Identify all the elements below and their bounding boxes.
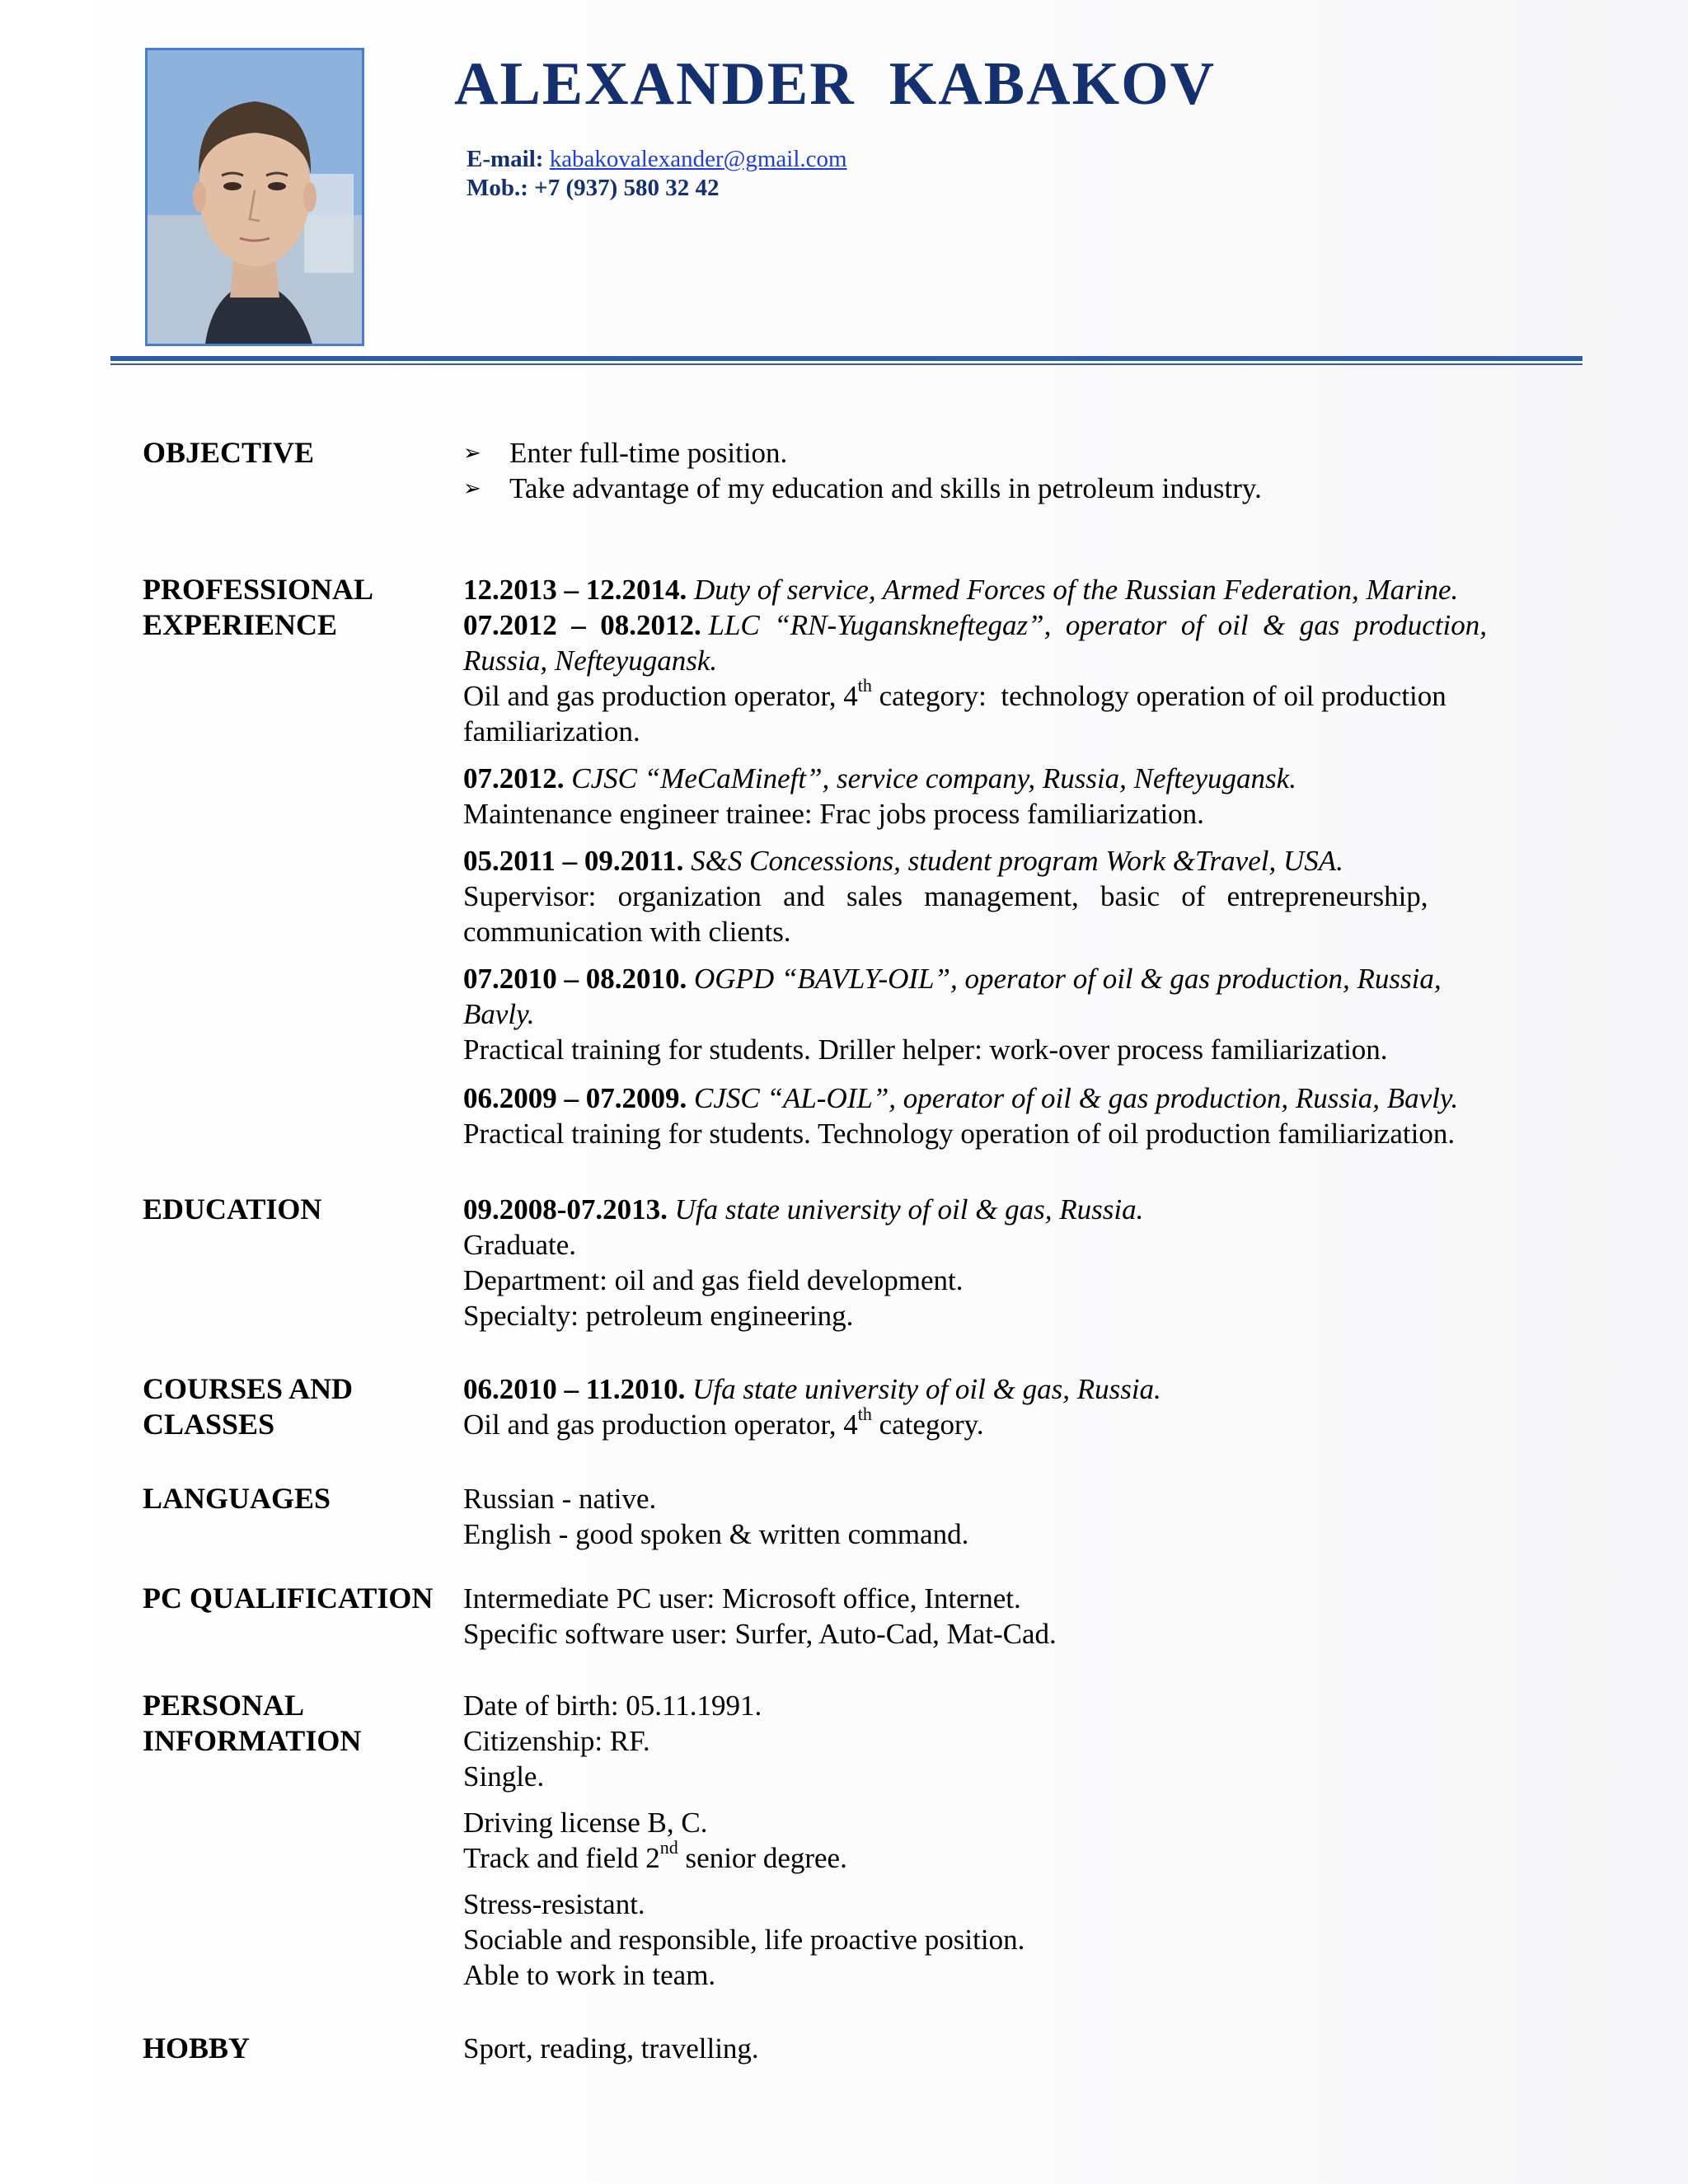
entry-role: Practical training for students. Driller helper: work-over process familiarization. [463, 1033, 1388, 1066]
mobile-label: Mob.: [467, 175, 528, 201]
entry-desc: S&S Concessions, student program Work &Travel, USA. [691, 845, 1343, 877]
experience-entry-heading [463, 961, 1442, 996]
experience-entry-heading [463, 1080, 1458, 1116]
personal-line: Driving license B, C. [463, 1807, 708, 1839]
education-line: Graduate. [463, 1229, 577, 1261]
arrowhead-bullet-icon: ➢ [463, 476, 481, 500]
personal-line: Citizenship: RF. [463, 1725, 650, 1757]
entry-desc: CJSC “MeCaMineft”, service company, Russia, Nefteyugansk. [571, 762, 1296, 794]
experience-entry-heading [463, 607, 1487, 643]
section-title-education: EDUCATION [143, 1193, 322, 1226]
section-title-line: COURSES AND [143, 1372, 354, 1405]
section-title-line: CLASSES [143, 1408, 275, 1441]
mobile-line [467, 175, 720, 202]
section-title-courses [143, 1371, 353, 1442]
hobby-line: Sport, reading, travelling. [463, 2032, 759, 2064]
entry-desc: Ufa state university of oil & gas, Russia. [674, 1193, 1144, 1226]
entry-desc: CJSC “AL-OIL”, operator of oil & gas production, Russia, Bavly. [694, 1082, 1459, 1114]
entry-role: Practical training for students. Technology operation of oil production familiarization. [463, 1118, 1456, 1150]
arrowhead-bullet-icon: ➢ [463, 441, 481, 465]
section-title-hobby: HOBBY [143, 2032, 251, 2064]
education-line: Specialty: petroleum engineering. [463, 1300, 854, 1332]
experience-entry-heading [463, 761, 1296, 796]
personal-line: Single. [463, 1760, 545, 1793]
entry-date: 12.2013 – 12.2014. [463, 574, 687, 606]
personal-text: Track and field 2 [463, 1842, 660, 1874]
entry-role: Maintenance engineer trainee: Frac jobs process familiarization. [463, 798, 1204, 830]
languages-line: Russian - native. [463, 1483, 657, 1515]
section-title-line: EXPERIENCE [143, 608, 338, 641]
entry-desc-cont: Russia, Nefteyugansk. [463, 644, 718, 677]
entry-date: 05.2011 – 09.2011. [463, 845, 684, 877]
section-title-experience [143, 572, 373, 643]
ordinal-suffix: nd [659, 1837, 678, 1858]
courses-heading [463, 1371, 1161, 1407]
personal-text: senior degree. [678, 1842, 847, 1874]
section-title-line: PROFESSIONAL [143, 573, 374, 606]
education-line: Department: oil and gas field development. [463, 1264, 964, 1296]
header-divider-thin [110, 363, 1582, 365]
section-title-line: INFORMATION [143, 1724, 362, 1757]
entry-desc: OGPD “BAVLY-OIL”, operator of oil & gas production, Russia, [694, 963, 1442, 995]
section-title-personal [143, 1688, 361, 1759]
experience-entry-heading [463, 843, 1343, 879]
entry-desc: Ufa state university of oil & gas, Russia. [692, 1373, 1161, 1405]
entry-date: 07.2012 – 08.2012. [463, 609, 701, 641]
education-heading [463, 1192, 1143, 1227]
objective-item: Take advantage of my education and skills in petroleum industry. [509, 472, 1262, 504]
section-title-objective: OBJECTIVE [143, 436, 315, 469]
pc-line: Specific software user: Surfer, Auto-Cad, Mat-Cad. [463, 1618, 1057, 1650]
email-label: E-mail: [467, 146, 544, 172]
header-divider [110, 356, 1582, 361]
entry-role: Supervisor: organization and sales management, basic of entrepreneurship, [463, 880, 1428, 912]
entry-desc-cont: Bavly. [463, 998, 535, 1030]
entry-role-cont: communication with clients. [463, 916, 791, 948]
personal-line: Able to work in team. [463, 1959, 716, 1991]
entry-role-text: Oil and gas production operator, 4 [463, 680, 858, 712]
courses-text: Oil and gas production operator, 4 [463, 1408, 858, 1441]
entry-date: 09.2008-07.2013. [463, 1193, 668, 1226]
email-link[interactable]: kabakovalexander@gmail.com [549, 146, 847, 172]
entry-role-cont: familiarization. [463, 715, 640, 748]
courses-line [463, 1404, 984, 1442]
email-line [467, 146, 847, 173]
personal-line: Date of birth: 05.11.1991. [463, 1690, 762, 1722]
entry-date: 06.2009 – 07.2009. [463, 1082, 687, 1114]
objective-item: Enter full-time position. [509, 437, 788, 469]
ordinal-suffix: th [857, 1404, 872, 1425]
mobile-number: +7 (937) 580 32 42 [534, 175, 720, 201]
entry-date: 06.2010 – 11.2010. [463, 1373, 686, 1405]
entry-desc: LLC “RN-Yuganskneftegaz”, operator of oil & gas production, [708, 609, 1487, 641]
entry-date: 07.2010 – 08.2010. [463, 963, 687, 995]
entry-desc: Duty of service, Armed Forces of the Russian Federation, Marine. [694, 574, 1459, 606]
personal-line: Sociable and responsible, life proactive position. [463, 1924, 1025, 1956]
languages-line: English - good spoken & written command. [463, 1518, 969, 1550]
section-title-line: PERSONAL [143, 1689, 305, 1722]
entry-date: 07.2012. [463, 762, 565, 794]
section-title-pc: PC QUALIFICATION [143, 1582, 434, 1615]
personal-line [463, 1837, 847, 1876]
ordinal-suffix: th [857, 675, 872, 696]
courses-text: category. [871, 1408, 984, 1441]
entry-role-text: category: technology operation of oil production [871, 680, 1447, 712]
personal-line: Stress-resistant. [463, 1888, 645, 1920]
experience-entry-heading [463, 572, 1458, 607]
section-title-languages: LANGUAGES [143, 1482, 331, 1515]
entry-role [463, 675, 1447, 714]
pc-line: Intermediate PC user: Microsoft office, Internet. [463, 1582, 1021, 1615]
applicant-name: ALEXANDER KABAKOV [454, 50, 1217, 118]
profile-photo [145, 48, 364, 346]
